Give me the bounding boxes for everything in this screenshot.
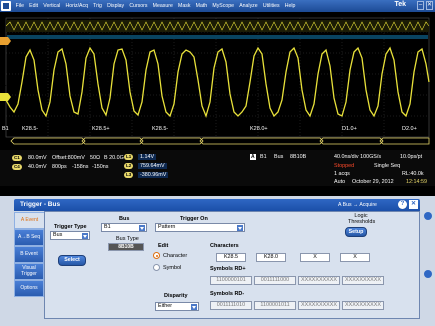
ch1-trace	[6, 48, 429, 116]
waveform-display[interactable]	[0, 12, 435, 150]
run-state[interactable]: Stopped	[334, 163, 355, 169]
waveform-graticule	[0, 12, 435, 150]
menu-math[interactable]: Math	[195, 3, 208, 9]
bus-value: K28.5-	[152, 126, 169, 132]
c4-scale: 40.0mV	[28, 164, 47, 170]
menu-mask[interactable]: Mask	[178, 3, 191, 9]
level-pill-3[interactable]: L3	[126, 172, 132, 177]
time: 12:14:59	[406, 179, 427, 185]
readout-panel	[0, 150, 435, 186]
level-2: 759.64mV	[140, 163, 165, 169]
level-3: -380.96mV	[140, 172, 167, 178]
bus-field-label: Bus	[119, 216, 130, 222]
symbol-rd-plus-field: XXXXXXXXXX	[298, 276, 340, 285]
character-radio[interactable]	[153, 252, 160, 259]
chevron-down-icon	[139, 225, 145, 231]
close-window-button[interactable]: ✕	[427, 2, 433, 8]
character-field[interactable]: K28.5	[216, 253, 246, 262]
character-field[interactable]: K28.0	[256, 253, 286, 262]
menu-horiz-acq[interactable]: Horiz/Acq	[65, 3, 88, 9]
symbol-rd-plus-field: XXXXXXXXXX	[342, 276, 384, 285]
tab-a-event[interactable]: A Event	[14, 212, 44, 229]
close-icon[interactable]: ✕	[410, 201, 417, 207]
symbol-rd-plus-field: 1100000101	[210, 276, 252, 285]
bus-value: D2.0+	[402, 126, 417, 132]
symbol-option-label: Symbol	[163, 265, 182, 271]
bus-type-value: 8B10B	[108, 243, 144, 251]
trigger-on-label: Trigger On	[180, 216, 208, 222]
sequence-mode[interactable]: Single Seq	[374, 163, 401, 169]
bus-dropdown-value: B1	[104, 224, 111, 230]
app-logo-icon[interactable]	[1, 1, 11, 11]
trigger-code: 8B10B	[290, 154, 307, 160]
chevron-down-icon	[82, 233, 88, 239]
bus-value: K28.5-	[22, 126, 39, 132]
character-option-label: Character	[163, 253, 188, 259]
logic-thresholds-label: Logic Thresholds	[348, 213, 376, 226]
c4-pill[interactable]: C4	[14, 164, 20, 169]
bus-value: K28.0+	[250, 126, 268, 132]
menu-vertical[interactable]: Vertical	[43, 3, 61, 9]
symbol-rd-minus-field: XXXXXXXXXX	[298, 301, 340, 310]
trigger-type-value: Bus	[53, 232, 63, 238]
symbols-rd-minus-label: Symbols RD-	[210, 291, 245, 297]
edit-label: Edit	[158, 243, 169, 249]
ch1-pill[interactable]: C1	[14, 155, 20, 160]
ch1-impedance: 50Ω	[90, 155, 101, 161]
level-pill-2[interactable]: L2	[126, 163, 132, 168]
setup-button[interactable]: Setup	[345, 227, 367, 237]
menu-utilities[interactable]: Utilities	[262, 3, 280, 9]
select-button[interactable]: Select	[58, 255, 86, 266]
c4-position: 800ps	[52, 164, 67, 170]
bus-label: B1	[2, 126, 9, 132]
chevron-down-icon	[191, 304, 197, 310]
menu-edit[interactable]: Edit	[29, 3, 39, 9]
bus-type-label: Bus Type	[116, 236, 139, 242]
brand-logo: Tek	[394, 1, 406, 8]
menu-analyze[interactable]: Analyze	[239, 3, 258, 9]
trigger-type: Bus	[274, 154, 284, 160]
date: October 29, 2012	[352, 179, 394, 185]
resolution: 10.0ps/pt	[400, 154, 423, 160]
symbol-rd-minus-field: 1100001011	[254, 301, 296, 310]
help-icon[interactable]: ?	[398, 200, 407, 209]
trigger-on-dropdown[interactable]	[155, 223, 245, 232]
symbol-rd-plus-field: 0011111000	[254, 276, 296, 285]
trigger-tag[interactable]: A	[251, 154, 255, 160]
trigger-marker-label[interactable]: T	[2, 26, 6, 32]
c4-offset-2: -150ns	[92, 164, 109, 170]
tab-b-event[interactable]: B Event	[14, 246, 44, 263]
menu-trig[interactable]: Trig	[93, 3, 102, 9]
bus-value: D1.0+	[342, 126, 357, 132]
trigger-window-titlebar[interactable]	[14, 199, 420, 211]
menu-file[interactable]: File	[15, 3, 24, 9]
menu-help[interactable]: Help	[284, 3, 296, 9]
trigger-type-dropdown[interactable]	[50, 231, 90, 240]
disparity-value: Either	[158, 303, 173, 309]
menu-bar	[0, 0, 435, 12]
menu-measure[interactable]: Measure	[152, 3, 173, 9]
level-1: 1.14V	[140, 154, 155, 160]
menu-display[interactable]: Display	[107, 3, 125, 9]
ch1-bandwidth: B 20.0G	[104, 155, 124, 161]
trigger-type-label: Trigger Type	[54, 224, 87, 230]
trigger-on-value: Pattern	[158, 224, 176, 230]
chevron-down-icon	[237, 225, 243, 231]
timebase[interactable]: 40.0ns/div 100GS/s	[334, 154, 382, 160]
minimize-button[interactable]: –	[418, 2, 423, 8]
radio-dot-icon	[156, 255, 158, 257]
tab-visual-trigger[interactable]: Visual Trigger	[14, 263, 44, 280]
symbol-rd-minus-field: XXXXXXXXXX	[342, 301, 384, 310]
character-field[interactable]: X	[300, 253, 330, 262]
record-length: RL:40.0k	[402, 171, 424, 177]
ch1-marker-label[interactable]: 1	[3, 82, 7, 88]
tab-options[interactable]: Options	[14, 280, 44, 297]
tab-a-b-seq[interactable]: A→B Seq	[14, 229, 44, 246]
scroll-up-icon[interactable]	[424, 212, 432, 220]
window-title: Trigger - Bus	[20, 201, 61, 208]
level-pill-1[interactable]: L1	[126, 154, 132, 159]
symbols-rd-plus-label: Symbols RD+	[210, 266, 246, 272]
symbol-radio[interactable]	[153, 264, 160, 271]
bus-dropdown[interactable]	[101, 223, 147, 232]
trigger-bus: B1	[260, 154, 267, 160]
symbol-rd-minus-field: 0011111010	[210, 301, 252, 310]
disparity-dropdown[interactable]	[155, 302, 199, 311]
bus-value: K28.5+	[92, 126, 110, 132]
bus-decode-row	[11, 138, 429, 144]
c4-offset-1: -158ns	[72, 164, 89, 170]
acquisition-count: 1 acqs	[334, 171, 350, 177]
ch1-offset: Offset:800mV	[52, 155, 85, 161]
menu-cursors[interactable]: Cursors	[129, 3, 148, 9]
characters-label: Characters	[210, 243, 239, 249]
disparity-label: Disparity	[164, 293, 188, 299]
character-field[interactable]: X	[340, 253, 370, 262]
window-controls	[417, 1, 433, 10]
ch1-marker-shape	[0, 93, 11, 101]
trigger-breadcrumb: A Bus → Acquire	[338, 202, 377, 208]
scroll-down-icon[interactable]	[424, 270, 432, 278]
ch1-scale: 80.0mV	[28, 155, 47, 161]
menu-myscope[interactable]: MyScope	[212, 3, 234, 9]
trigger-mode[interactable]: Auto	[334, 179, 346, 185]
